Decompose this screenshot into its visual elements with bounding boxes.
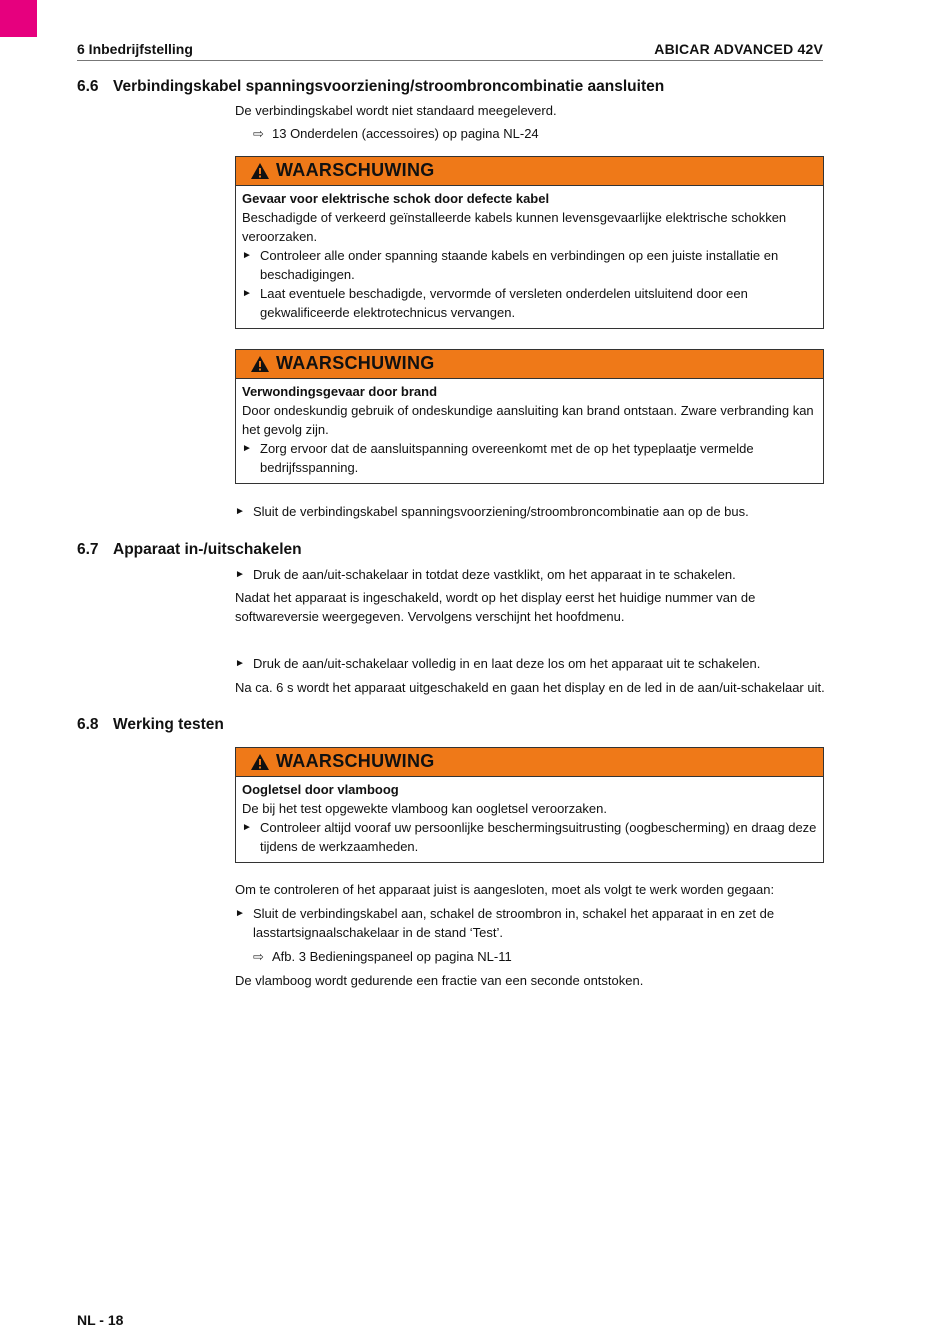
warning-text: De bij het test opgewekte vlamboog kan oogletsel veroorzaken. [242,801,607,816]
section-number: 6.6 [77,78,99,95]
list-item-text: Laat eventuele beschadigde, vervormde of versleten onderdelen uitsluitend door een gekwalificeerde elektrotechnicus vervangen. [260,286,748,320]
paragraph: Om te controleren of het apparaat juist is aangesloten, moet als volgt te werk worden gegaan: [235,882,775,897]
reference-arrow-icon: ⇨ [253,126,264,141]
section-heading-6-6 [77,78,664,96]
list-item-text: Controleer alle onder spanning staande kabels en verbindingen op een juiste installatie en beschadigingen. [260,248,779,282]
section-number: 6.7 [77,541,99,558]
list-item [242,439,817,477]
warning-label: WAARSCHUWING [276,353,435,373]
step-text: Druk de aan/uit-schakelaar in totdat deze vastklikt, om het apparaat in te schakelen. [253,567,736,582]
section-number: 6.8 [77,716,99,733]
paragraph: De verbindingskabel wordt niet standaard meegeleverd. [235,103,557,118]
warning-box [235,156,824,329]
paragraph: Nadat het apparaat is ingeschakeld, wordt op het display eerst het huidige nummer van de softwareversie weergegeven. Vervolgens verschijnt het hoofdmenu. [235,590,756,624]
section-title: Apparaat in-/uitschakelen [113,541,302,558]
bullet-triangle-icon: ► [242,250,252,261]
warning-triangle-icon [250,355,270,373]
list-item [242,818,817,856]
reference-text: Afb. 3 Bedieningspaneel op pagina NL-11 [272,949,512,964]
warning-heading: Oogletsel door vlamboog [242,782,399,797]
list-item-text: Zorg ervoor dat de aansluitspanning overeenkomt met de op het typeplaatje vermelde bedrijfsspanning. [260,441,754,475]
instruction-step [235,904,835,942]
section-heading-6-8 [77,716,224,734]
warning-bar [236,157,823,186]
step-text: Sluit de verbindingskabel spanningsvoorziening/stroombroncombinatie aan op de bus. [253,504,749,519]
bullet-triangle-icon: ► [242,443,252,454]
warning-body [236,379,823,483]
cross-reference[interactable] [253,124,539,143]
warning-text: Door ondeskundig gebruik of ondeskundige aansluiting kan brand ontstaan. Zware verbranding kan het gevolg zijn. [242,403,814,437]
warning-label: WAARSCHUWING [276,160,435,180]
warning-text: Beschadigde of verkeerd geïnstalleerde kabels kunnen levensgevaarlijke elektrische schokken veroorzaken. [242,210,787,244]
header-chapter: 6 Inbedrijfstelling [77,41,193,57]
warning-label: WAARSCHUWING [276,751,435,771]
reference-text: 13 Onderdelen (accessoires) op pagina NL-24 [272,126,539,141]
section-title: Verbindingskabel spanningsvoorziening/stroombroncombinatie aansluiten [113,78,665,95]
warning-box [235,747,824,863]
list-item [242,284,817,322]
chapter-tab-mark [0,0,37,37]
bullet-triangle-icon: ► [235,908,245,919]
step-text: Druk de aan/uit-schakelaar volledig in en laat deze los om het apparaat uit te schakelen. [253,656,761,671]
page-header [77,40,823,61]
paragraph: De vlamboog wordt gedurende een fractie van een seconde ontstoken. [235,973,644,988]
instruction-step [235,502,835,521]
reference-arrow-icon: ⇨ [253,949,264,964]
page-number: NL - 18 [77,1312,124,1328]
bullet-triangle-icon: ► [235,506,245,517]
warning-body [236,777,823,862]
list-item [242,246,817,284]
instruction-step [235,565,835,584]
cross-reference[interactable] [253,947,512,966]
bullet-triangle-icon: ► [242,288,252,299]
warning-box [235,349,824,484]
warning-triangle-icon [250,753,270,771]
instruction-step [235,654,835,673]
paragraph: Na ca. 6 s wordt het apparaat uitgeschakeld en gaan het display en de led in de aan/uit-schakelaar uit. [235,680,825,695]
step-text: Sluit de verbindingskabel aan, schakel de stroombron in, schakel het apparaat in en zet de lasstartsignaalschakelaar in de stand ‘Test’. [253,906,775,940]
warning-body [236,186,823,328]
warning-bar [236,748,823,777]
list-item-text: Controleer altijd vooraf uw persoonlijke beschermingsuitrusting (oogbescherming) en draag deze tijdens de werkzaamheden. [260,820,817,854]
warning-triangle-icon [250,162,270,180]
bullet-triangle-icon: ► [235,658,245,669]
bullet-triangle-icon: ► [235,569,245,580]
warning-heading: Gevaar voor elektrische schok door defecte kabel [242,191,550,206]
section-heading-6-7 [77,541,302,559]
warning-heading: Verwondingsgevaar door brand [242,384,438,399]
bullet-triangle-icon: ► [242,822,252,833]
warning-bar [236,350,823,379]
header-product: ABICAR ADVANCED 42V [654,41,823,57]
section-title: Werking testen [113,716,224,733]
